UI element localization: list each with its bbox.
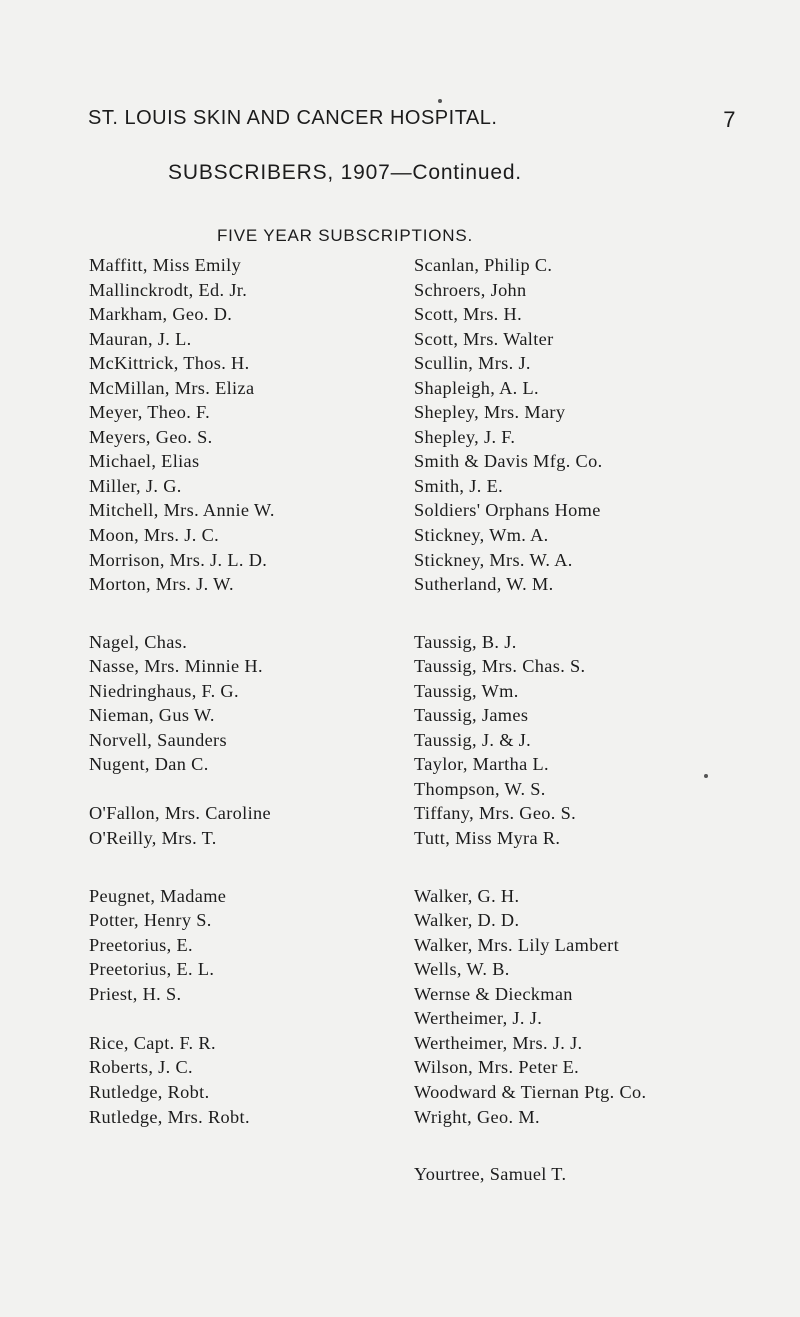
hospital-title: ST. LOUIS SKIN AND CANCER HOSPITAL.: [88, 107, 498, 129]
subscriber-entry: Meyers, Geo. S.: [89, 426, 213, 447]
subscriber-entry: Markham, Geo. D.: [89, 304, 233, 325]
group-s: [414, 253, 774, 597]
subscriber-entry: Meyer, Theo. F.: [89, 402, 211, 423]
subscriber-entry: Scanlan, Philip C.: [414, 255, 553, 275]
subscriber-entry: Walker, Mrs. Lily Lambert: [414, 934, 620, 955]
subscriber-entry: O'Reilly, Mrs. T.: [89, 828, 217, 849]
group-r: [89, 1031, 389, 1129]
subscriber-entry: Smith & Davis Mfg. Co.: [414, 451, 603, 472]
group-gap: [414, 597, 774, 630]
subscriber-entry: Schroers, John: [414, 279, 527, 300]
subscriber-entry: Thompson, W. S.: [414, 778, 546, 799]
page-number: 7: [723, 107, 736, 132]
subscriber-entry: Nugent, Dan C.: [89, 754, 209, 775]
subscriber-entry: Miller, J. G.: [89, 475, 182, 496]
subscriber-entry: Mauran, J. L.: [89, 328, 192, 349]
subscriber-entry: Wilson, Mrs. Peter E.: [414, 1057, 580, 1078]
subscriber-entry: Preetorius, E.: [89, 934, 193, 955]
subscriber-entry: Morton, Mrs. J. W.: [89, 574, 234, 595]
subscriber-entry: Nasse, Mrs. Minnie H.: [89, 656, 263, 677]
group-o: [89, 801, 389, 850]
subscriber-entry: Rutledge, Mrs. Robt.: [89, 1106, 250, 1127]
subscriber-entry: Mitchell, Mrs. Annie W.: [89, 500, 275, 521]
subscriber-entry: Shepley, J. F.: [414, 426, 516, 447]
subscriber-entry: Roberts, J. C.: [89, 1057, 193, 1078]
left-column: [89, 253, 389, 1129]
group-t: [414, 630, 774, 851]
subscriber-entry: O'Fallon, Mrs. Caroline: [89, 803, 271, 824]
subscriber-entry: Woodward & Tiernan Ptg. Co.: [414, 1081, 647, 1102]
subscriber-entry: Tiffany, Mrs. Geo. S.: [414, 803, 577, 824]
subscriber-entry: Tutt, Miss Myra R.: [414, 828, 561, 849]
subscriber-entry: Scullin, Mrs. J.: [414, 353, 531, 374]
subscriber-entry: Scott, Mrs. Walter: [414, 328, 554, 349]
group-p: [89, 884, 389, 1007]
subscriber-entry: Nagel, Chas.: [89, 631, 188, 652]
subscriber-entry: Stickney, Mrs. W. A.: [414, 549, 573, 570]
subscriber-entry: Yourtree, Samuel T.: [414, 1164, 567, 1185]
subscriber-entry: Michael, Elias: [89, 451, 200, 472]
subscriber-entry: Sutherland, W. M.: [414, 574, 554, 595]
subscriber-entry: McKittrick, Thos. H.: [89, 353, 250, 374]
section-title: SUBSCRIBERS, 1907—Continued.: [168, 161, 522, 184]
group-gap: [414, 851, 774, 884]
subscriber-entry: Soldiers' Orphans Home: [414, 500, 601, 521]
group-n: [89, 630, 389, 777]
subscriber-entry: Rice, Capt. F. R.: [89, 1032, 216, 1053]
subscriber-entry: Wernse & Dieckman: [414, 983, 573, 1004]
subscriber-entry: Preetorius, E. L.: [89, 959, 215, 980]
subscriber-entry: Stickney, Wm. A.: [414, 525, 549, 546]
subscriber-entry: Nieman, Gus W.: [89, 705, 215, 726]
right-column: [414, 253, 774, 1187]
subscriber-entry: Wertheimer, Mrs. J. J.: [414, 1032, 583, 1053]
subscriber-entry: Shepley, Mrs. Mary: [414, 402, 566, 423]
subscriber-entry: Taussig, James: [414, 705, 529, 726]
subscriber-entry: Smith, J. E.: [414, 475, 504, 496]
subscriber-entry: Wertheimer, J. J.: [414, 1008, 543, 1029]
group-gap: [89, 777, 389, 802]
subsection-title: FIVE YEAR SUBSCRIPTIONS.: [217, 226, 473, 245]
subscriber-entry: Rutledge, Robt.: [89, 1081, 210, 1102]
group-gap: [414, 1129, 774, 1162]
subscriber-entry: Shapleigh, A. L.: [414, 377, 539, 398]
subscriber-entry: Taussig, Wm.: [414, 680, 519, 701]
subscriber-entry: Norvell, Saunders: [89, 729, 227, 750]
subscriber-entry: Priest, H. S.: [89, 983, 182, 1004]
subscriber-entry: Potter, Henry S.: [89, 910, 212, 931]
subscriber-entry: Peugnet, Madame: [89, 885, 227, 906]
subscriber-entry: Maffitt, Miss Emily: [89, 255, 242, 275]
group-gap: [89, 1006, 389, 1031]
ink-speck: [438, 99, 442, 103]
subscriber-entry: Taylor, Martha L.: [414, 754, 549, 775]
subscriber-entry: Niedringhaus, F. G.: [89, 680, 239, 701]
subscriber-entry: Walker, G. H.: [414, 885, 520, 906]
group-gap: [89, 851, 389, 884]
group-y: [414, 1162, 774, 1187]
subscriber-entry: Taussig, B. J.: [414, 631, 517, 652]
group-gap: [89, 597, 389, 630]
group-m: [89, 253, 389, 597]
subscriber-entry: Wells, W. B.: [414, 959, 510, 980]
subscriber-entry: McMillan, Mrs. Eliza: [89, 377, 255, 398]
subscriber-entry: Walker, D. D.: [414, 910, 520, 931]
group-w: [414, 884, 774, 1129]
subscriber-entry: Morrison, Mrs. J. L. D.: [89, 549, 268, 570]
subscriber-entry: Mallinckrodt, Ed. Jr.: [89, 279, 248, 300]
subscriber-entry: Wright, Geo. M.: [414, 1106, 540, 1127]
subscriber-entry: Taussig, Mrs. Chas. S.: [414, 656, 586, 677]
subscriber-entry: Moon, Mrs. J. C.: [89, 525, 220, 546]
subscriber-entry: Scott, Mrs. H.: [414, 304, 522, 325]
subscriber-entry: Taussig, J. & J.: [414, 729, 532, 750]
